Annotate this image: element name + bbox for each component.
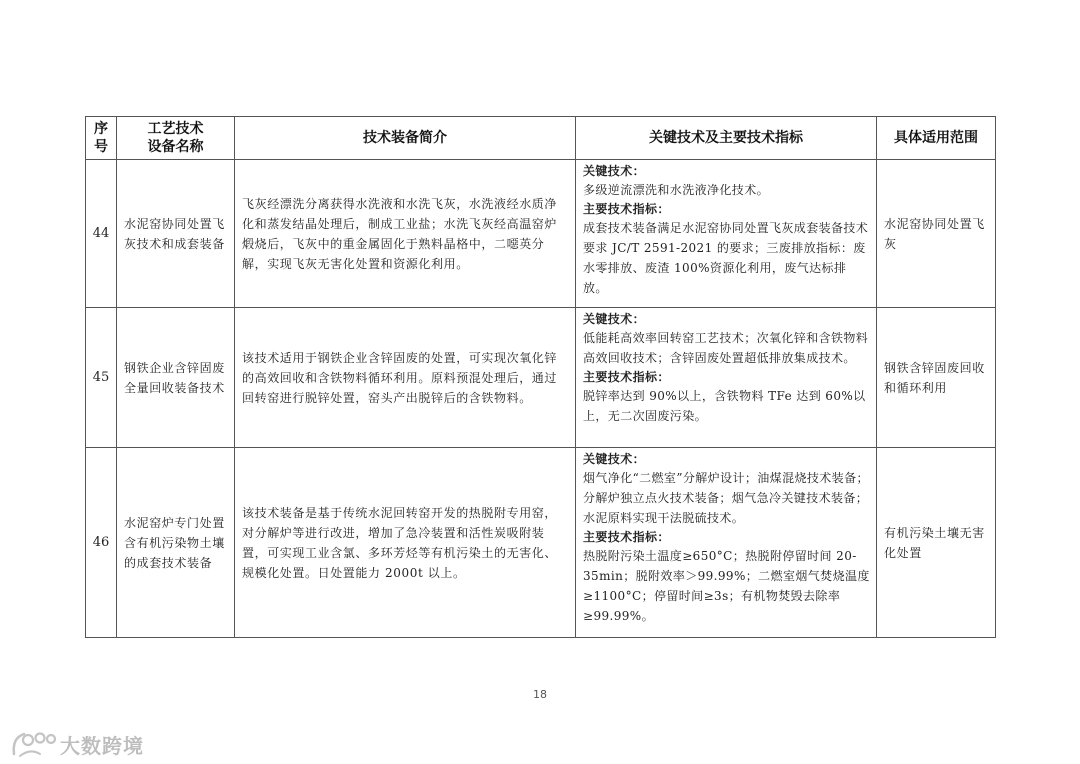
row-name: 钢铁企业含锌固废全量回收装备技术 (117, 308, 235, 448)
key-tech-label: 关键技术： (583, 312, 646, 326)
row-name: 水泥窑炉专门处置含有机污染物土壤的成套技术装备 (117, 448, 235, 638)
table-row (86, 308, 996, 448)
row-key-tech (576, 448, 877, 638)
key-tech-text: 烟气净化“二燃室”分解炉设计；油煤混烧技术装备；分解炉独立点火技术装备；烟气急冷关键技术装备；水泥原料实现干法脱硫技术。 (583, 471, 869, 525)
row-name: 水泥窑协同处置飞灰技术和成套装备 (117, 160, 235, 308)
row-intro: 该技术适用于钢铁企业含锌固废的处置，可实现次氧化锌的高效回收和含铁物料循环利用。原料预混处理后，通过回转窑进行脱锌处置，窑头产出脱锌后的含铁物料。 (235, 308, 576, 448)
header-intro: 技术装备简介 (235, 117, 576, 160)
header-key-tech: 关键技术及主要技术指标 (576, 117, 877, 160)
table-body (86, 160, 996, 638)
indicator-text: 脱锌率达到 90%以上，含铁物料 TFe 达到 60%以上，无二次固废污染。 (583, 389, 866, 423)
row-scope: 水泥窑协同处置飞灰 (877, 160, 996, 308)
row-scope: 钢铁含锌固废回收和循环利用 (877, 308, 996, 448)
table-header (86, 117, 996, 160)
row-intro: 飞灰经漂洗分离获得水洗液和水洗飞灰，水洗液经水质净化和蒸发结晶处理后，制成工业盐；水洗飞灰经高温窑炉煅烧后，飞灰中的重金属固化于熟料晶格中，二噁英分解，实现飞灰无害化处置和资源化利用。 (235, 160, 576, 308)
row-scope: 有机污染土壤无害化处置 (877, 448, 996, 638)
indicator-label: 主要技术指标： (583, 202, 670, 216)
header-scope: 具体适用范围 (877, 117, 996, 160)
header-name: 工艺技术设备名称 (117, 117, 235, 160)
key-tech-text: 多级逆流漂洗和水洗液净化技术。 (583, 183, 770, 197)
technology-table (85, 116, 996, 638)
row-intro: 该技术装备是基于传统水泥回转窑开发的热脱附专用窑，对分解炉等进行改进，增加了急冷装置和活性炭吸附装置，可实现工业含氯、多环芳烃等有机污染土的无害化、规模化处置。日处置能力 2000t 以上。 (235, 448, 576, 638)
watermark-text: 大数跨境 (60, 733, 144, 758)
indicator-text: 成套技术装备满足水泥窑协同处置飞灰成套装备技术要求 JC/T 2591-2021 的要求；三废排放指标：废水零排放、废渣 100%资源化利用，废气达标排放。 (583, 221, 869, 295)
indicator-text: 热脱附污染土温度≥650°C；热脱附停留时间 20-35min；脱附效率＞99.99%；二燃室烟气焚烧温度≥1100°C；停留时间≥3s；有机物焚毁去除率≥99.99%。 (583, 549, 870, 623)
key-tech-label: 关键技术： (583, 164, 646, 178)
key-tech-text: 低能耗高效率回转窑工艺技术；次氧化锌和含铁物料高效回收技术；含锌固废处置超低排放集成技术。 (583, 331, 869, 365)
indicator-label: 主要技术指标： (583, 530, 670, 544)
page-number: 18 (533, 688, 547, 701)
table-row (86, 448, 996, 638)
table-row (86, 160, 996, 308)
indicator-label: 主要技术指标： (583, 370, 670, 384)
row-index: 45 (86, 308, 117, 448)
watermark (10, 728, 144, 760)
row-index: 46 (86, 448, 117, 638)
header-row (86, 117, 996, 160)
row-key-tech (576, 308, 877, 448)
header-index: 序号 (86, 117, 117, 160)
watermark-logo-icon (10, 728, 58, 760)
row-index: 44 (86, 160, 117, 308)
row-key-tech (576, 160, 877, 308)
key-tech-label: 关键技术： (583, 452, 646, 466)
technology-table-container (85, 116, 995, 638)
